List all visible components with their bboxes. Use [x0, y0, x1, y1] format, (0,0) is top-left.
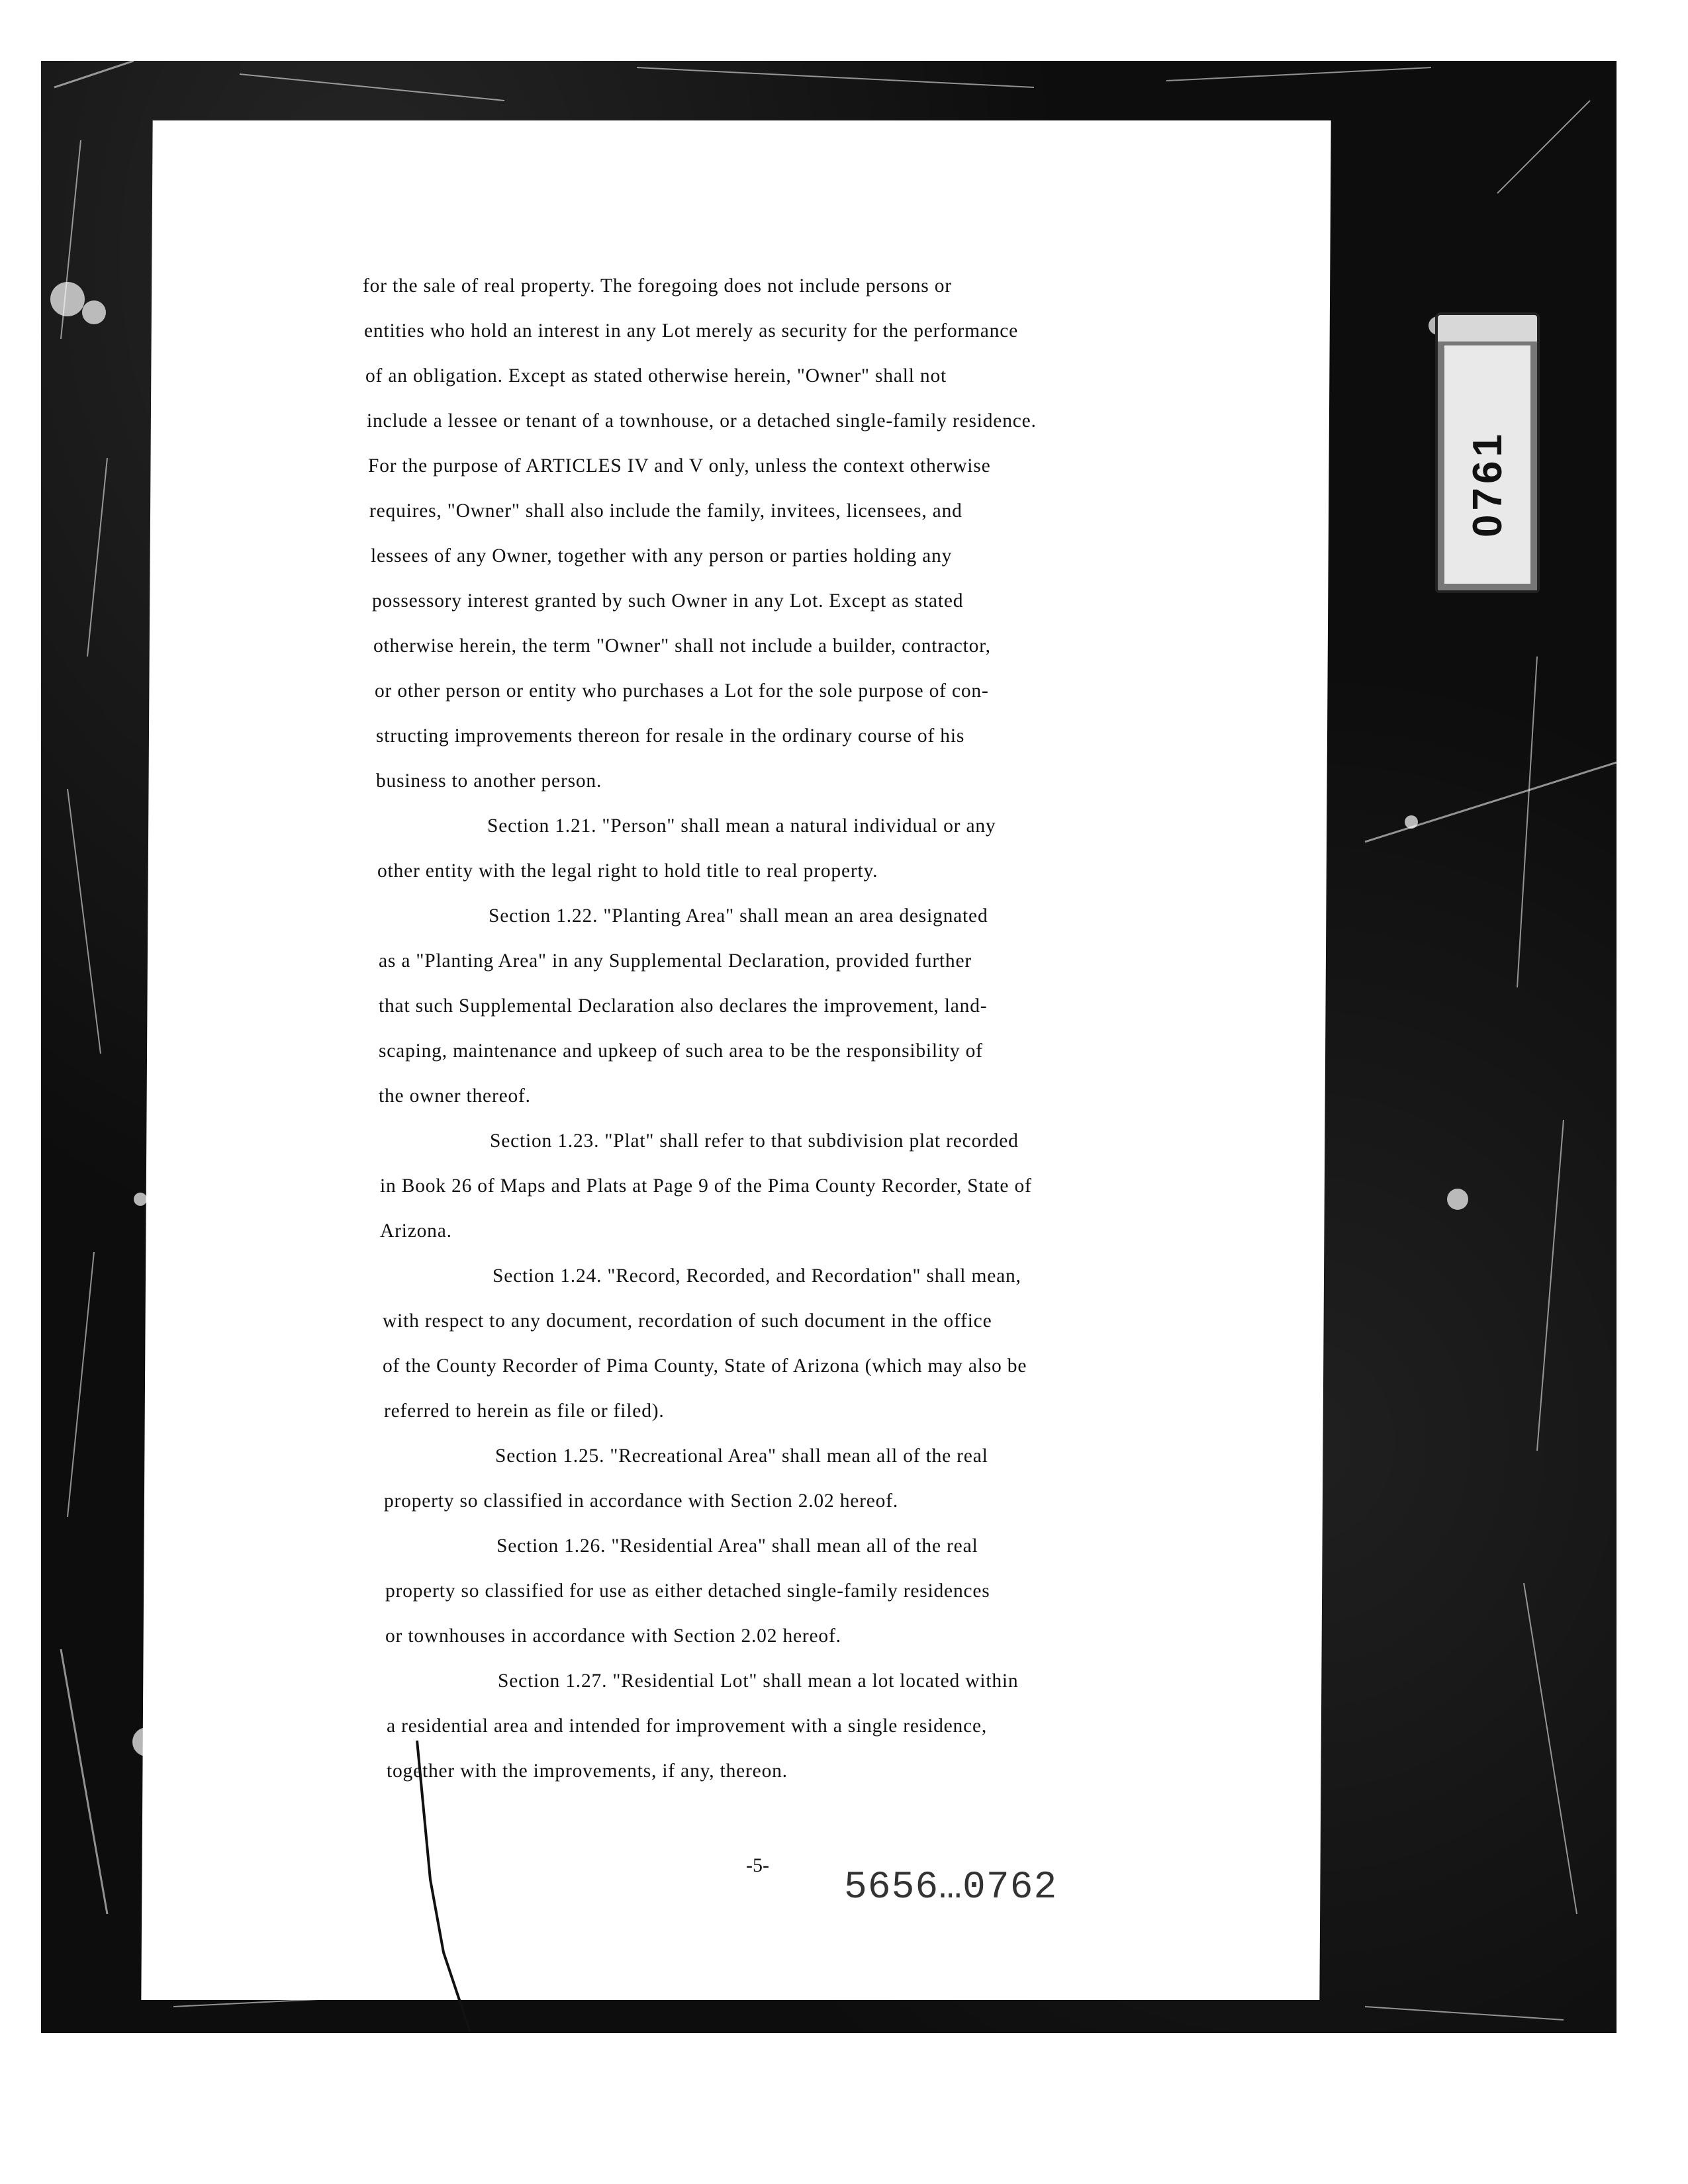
text-line: Section 1.21. "Person" shall mean a natural individual or any — [487, 815, 996, 837]
text-line: or townhouses in accordance with Section 2.02 hereof. — [385, 1625, 841, 1647]
text-line: in Book 26 of Maps and Plats at Page 9 of the Pima County Recorder, State of — [380, 1175, 1032, 1197]
text-line: of the County Recorder of Pima County, State of Arizona (which may also be — [383, 1355, 1027, 1377]
pen-mark — [410, 1734, 490, 2038]
text-line: scaping, maintenance and upkeep of such area to be the responsibility of — [379, 1040, 983, 1062]
text-line: of an obligation. Except as stated otherwise herein, "Owner" shall not — [365, 365, 947, 387]
text-line: other entity with the legal right to hold title to real property. — [377, 860, 878, 882]
recording-stamp-number: 5656…0762 — [844, 1866, 1058, 1909]
text-line: Section 1.24. "Record, Recorded, and Recordation" shall mean, — [492, 1265, 1021, 1287]
text-line: include a lessee or tenant of a townhouse, or a detached single-family residence. — [367, 410, 1037, 432]
text-line: as a "Planting Area" in any Supplemental Declaration, provided further — [379, 950, 972, 972]
text-line: structing improvements thereon for resale in the ordinary course of his — [376, 725, 965, 747]
text-line: together with the improvements, if any, thereon. — [387, 1760, 788, 1782]
text-line: Arizona. — [380, 1220, 452, 1242]
text-line: for the sale of real property. The foregoing does not include persons or — [363, 275, 952, 296]
text-line: or other person or entity who purchases a Lot for the sole purpose of con- — [375, 680, 989, 702]
text-line: a residential area and intended for improvement with a single residence, — [387, 1715, 988, 1737]
text-line: that such Supplemental Declaration also declares the improvement, land- — [379, 995, 988, 1017]
text-line: Section 1.26. "Residential Area" shall mean all of the real — [496, 1535, 978, 1557]
text-line: requires, "Owner" shall also include the family, invitees, licensees, and — [369, 500, 962, 522]
side-tag — [1435, 336, 1540, 593]
text-line: For the purpose of ARTICLES IV and V only, unless the context otherwise — [368, 455, 991, 477]
text-line: entities who hold an interest in any Lot merely as security for the performance — [364, 320, 1019, 341]
page-number: -5- — [746, 1854, 769, 1876]
text-line: Section 1.25. "Recreational Area" shall mean all of the real — [495, 1445, 988, 1467]
side-tag-text: 0761 — [1465, 430, 1511, 537]
text-line: Section 1.23. "Plat" shall refer to that subdivision plat recorded — [490, 1130, 1019, 1152]
text-line: the owner thereof. — [379, 1085, 531, 1107]
text-line: property so classified for use as either detached single-family residences — [385, 1580, 990, 1602]
text-line: lessees of any Owner, together with any person or parties holding any — [371, 545, 953, 567]
text-line: with respect to any document, recordation of such document in the office — [383, 1310, 992, 1332]
text-line: Section 1.22. "Planting Area" shall mean an area designated — [489, 905, 988, 927]
text-line: business to another person. — [376, 770, 602, 792]
text-line: otherwise herein, the term "Owner" shall not include a builder, contractor, — [373, 635, 991, 657]
side-tag-cap — [1435, 312, 1540, 341]
text-line: referred to herein as file or filed). — [384, 1400, 665, 1422]
text-line: Section 1.27. "Residential Lot" shall mean a lot located within — [498, 1670, 1019, 1692]
text-line: property so classified in accordance with Section 2.02 hereof. — [384, 1490, 899, 1512]
text-line: possessory interest granted by such Owner in any Lot. Except as stated — [372, 590, 964, 612]
